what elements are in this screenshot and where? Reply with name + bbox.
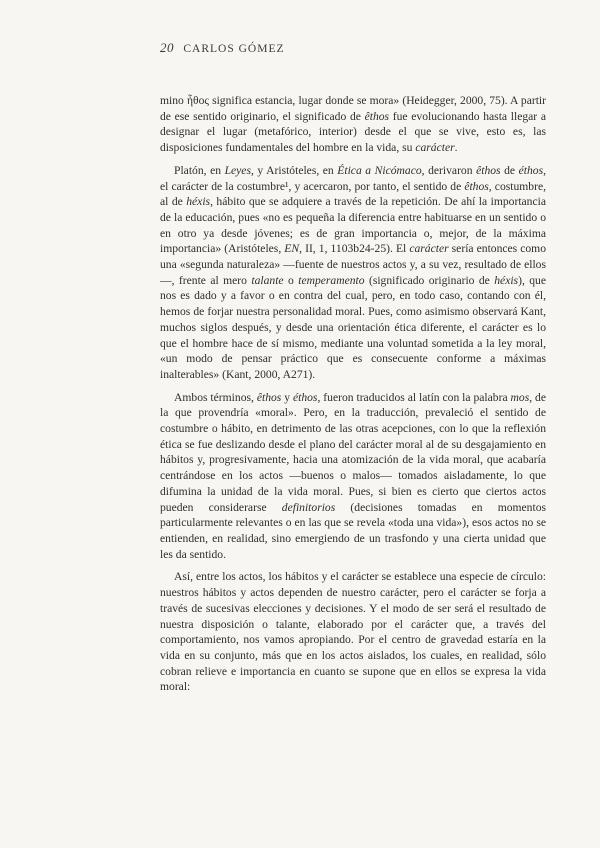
running-head-author: CARLOS GÓMEZ [183, 43, 285, 55]
text-run: , II, 1, 1103b24-25). El [299, 242, 410, 256]
italic-term: héxis [494, 273, 519, 287]
paragraph-4 [160, 569, 546, 695]
body-text [160, 93, 546, 695]
text-run: sería entonces como una «segunda naturaleza» —fuente de nuestros actos y, a su vez, resultado de ellos —, frente al mero [160, 242, 547, 287]
italic-term: héxis [186, 195, 211, 209]
text-run: , el carácter de la costumbre¹, y acercaron, por tanto, el sentido de [160, 163, 546, 193]
paragraph-1 [160, 93, 546, 156]
page-number: 20 [160, 40, 174, 55]
text-run: , de la que provendría «moral». Pero, en la traducción, prevaleció el sentido de costumbre o hábito, en detrimento de las otras acepciones, con lo que la reflexión ética se fue deslizando desde el plano del carácter moral al de su desgajamiento en hábitos y, progresivamente, hacia una atomización de la vida moral, que acabaría centrándose en los actos —buenos o malos— tomados aisladamente, lo que difumina la unidad de la vida moral. Pues, si bien es cierto que ciertos actos pueden considerarse [160, 390, 546, 514]
text-run: (significado originario de [364, 273, 495, 287]
text-run: , fueron traducidos al latín con la palabra [317, 390, 511, 404]
text-run: Platón, en [174, 163, 225, 177]
text-run: , derivaron [421, 163, 477, 177]
text-run: de [500, 163, 519, 177]
text-run: (decisiones tomadas en momentos particularmente relevantes o en las que se revela «toda una vida»), esos actos no se entienden, en realidad, sino emergiendo de un trasfondo y una cierta unidad que les da sentido. [160, 500, 546, 561]
italic-term: temperamento [298, 273, 365, 287]
text-run: mino ἦθος significa estancia, lugar donde se mora» (Heidegger, 2000, 75). A partir de ese sentido originario, el significado de [160, 94, 546, 123]
italic-term: Leyes [224, 163, 251, 177]
italic-term: éthos [292, 390, 318, 404]
italic-term: êthos [256, 390, 282, 404]
italic-term: carácter [415, 141, 455, 155]
italic-term: definitorios [281, 500, 336, 514]
paragraph-3 [160, 390, 546, 563]
italic-term: talante [251, 273, 284, 287]
text-run: . [454, 141, 458, 155]
italic-term: êthos [476, 163, 501, 177]
italic-term: carácter [409, 242, 449, 256]
text-run: Así, entre los actos, los hábitos y el carácter se establece una especie de círculo: nuestros hábitos y actos dependen de nuestro carácter, pero el carácter se forja a través de sucesivas elecciones y decisiones. Y el modo de ser será el resultado de nuestra disposición o talante, elaborado por el carácter que, a través del comportamiento, nos vamos apropiando. Por el centro de gravedad estaría en la vida en su conjunto, más que en los actos aislados, los cuales, en realidad, sólo cobran relieve e importancia en cuanto se supone que en ellos se expresa la vida moral: [160, 570, 546, 694]
text-run: y [281, 390, 293, 404]
italic-term: êthos [364, 109, 390, 123]
italic-term: Ética a Nicómaco [337, 163, 422, 177]
text-run: , hábito que se adquiere a través de la repetición. De ahí la importancia de la educación, pues «no es pequeña la diferencia entre habituarse en un sentido o en otro ya desde jóvenes; es de gran importancia o, mejor, de la máxima importancia» (Aristóteles, [160, 195, 546, 256]
text-run: Ambos términos, [174, 390, 257, 404]
text-run: , costumbre, al de [160, 179, 546, 209]
italic-term: êthos [464, 179, 489, 193]
italic-term: mos [510, 390, 530, 404]
italic-term: éthos [518, 163, 544, 177]
text-run: o [283, 273, 299, 287]
text-run: fue evolucionando hasta llegar a designar el lugar (metafórico, interior) desde el que se vive, esto es, las disposiciones fundamentales del hombre en la vida, su [160, 109, 546, 155]
italic-term: EN [284, 242, 300, 256]
running-head [160, 40, 285, 56]
text-run: ), que nos es dado y a favor o en contra del cual, pero, en todo caso, contando con él, hemos de forjar nuestra personalidad moral. Pues, como asimismo observará Kant, muchos siglos después, y desde una orientación ética diferente, el carácter es lo que el hombre hace de sí mismo, mediante una voluntad sometida a la ley moral, «un modo de pensar práctico que es consecuente conforme a máximas inalterables» (Kant, 2000, A271). [160, 273, 546, 381]
text-run: , y Aristóteles, en [250, 163, 338, 177]
paragraph-2 [160, 163, 546, 383]
